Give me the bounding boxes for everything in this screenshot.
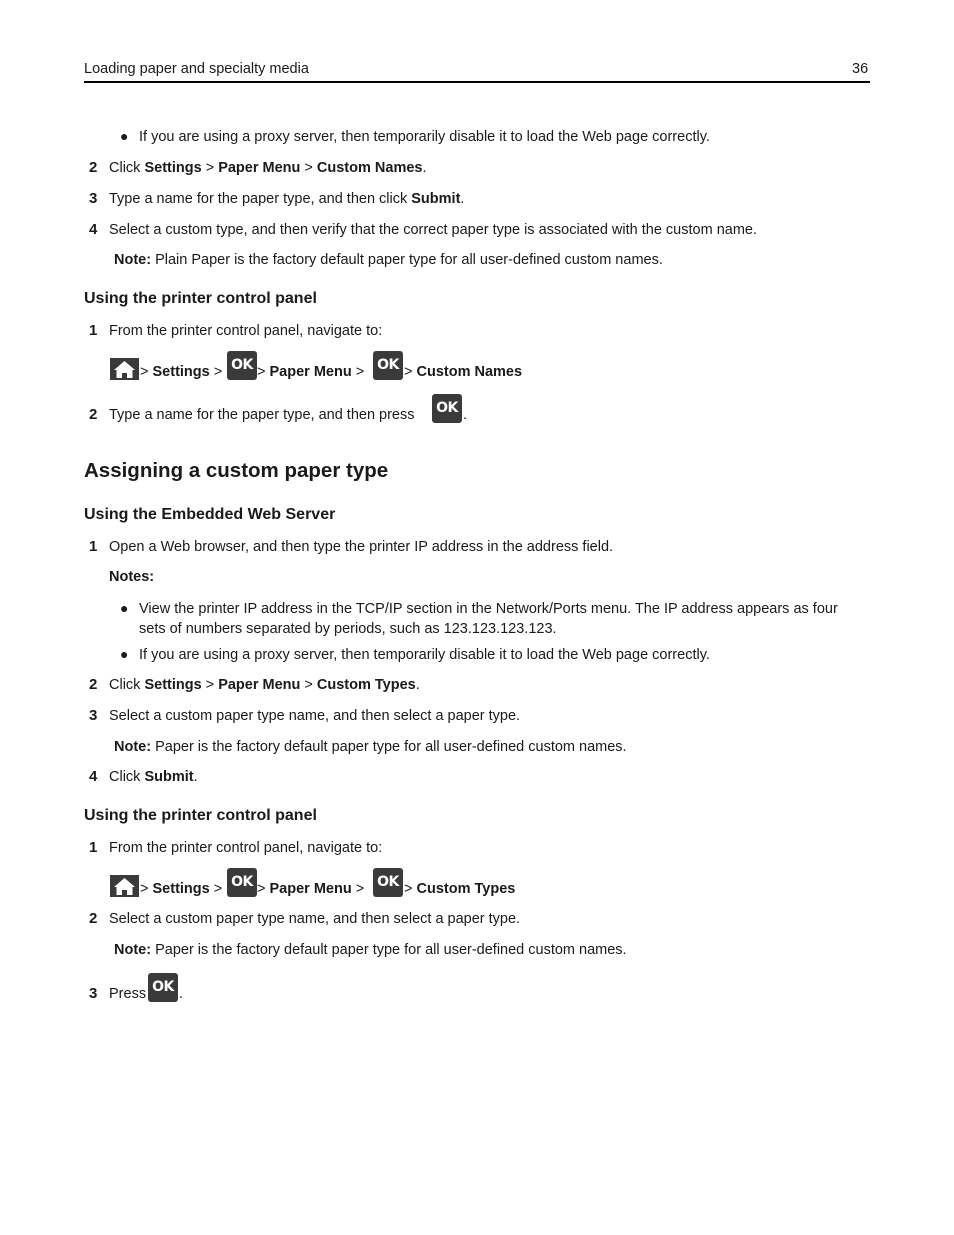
step-text: Select a custom type, and then verify that the correct paper type is associated with the custom name.: [109, 222, 757, 238]
nav-path-part: > Paper Menu >: [257, 364, 365, 380]
step-text: Type a name for the paper type, and then click Submit.: [109, 191, 465, 207]
step-text: Click Submit.: [109, 769, 198, 785]
step-text: Type a name for the paper type, and then press: [109, 407, 415, 423]
notes-label: Notes:: [109, 569, 155, 585]
step-number: 3: [89, 985, 98, 1002]
step-number: 2: [89, 406, 98, 423]
step-text: Select a custom paper type name, and then select a paper type.: [109, 911, 521, 927]
ok-button-icon: OK: [432, 394, 462, 423]
ok-button-icon: OK: [373, 351, 403, 380]
nav-path-part: > Settings >: [140, 881, 223, 897]
running-header-title: Loading paper and specialty media: [84, 61, 309, 77]
bullet-dot: ●: [120, 128, 129, 144]
step-number: 1: [89, 538, 98, 555]
step-text: Open a Web browser, and then type the printer IP address in the address field.: [109, 539, 614, 555]
step-text: Click Settings > Paper Menu > Custom Types.: [109, 677, 420, 693]
note: Note: Paper is the factory default paper type for all user-defined custom names.: [114, 942, 627, 958]
step-text-end: .: [179, 986, 184, 1002]
ok-button-icon: OK: [227, 351, 257, 380]
step-number: 1: [89, 839, 98, 856]
step-text: Click Settings > Paper Menu > Custom Names.: [109, 160, 427, 176]
bullet-proxy-text: If you are using a proxy server, then temporarily disable it to load the Web page correctly.: [139, 129, 710, 145]
step-text-end: .: [463, 407, 468, 423]
step-number: 4: [89, 768, 98, 785]
bullet-ip-text: View the printer IP address in the TCP/IP section in the Network/Ports menu. The IP address appears as four sets of numbers separated by periods, such as 123.123.123.123.: [139, 601, 838, 637]
step-number: 3: [89, 190, 98, 207]
section-title: Assigning a custom paper type: [84, 459, 389, 482]
nav-path-part: > Custom Names: [404, 364, 523, 380]
ok-button-icon: OK: [227, 868, 257, 897]
step-number: 2: [89, 910, 98, 927]
home-icon: [110, 875, 139, 897]
page-number: 36: [852, 61, 869, 77]
subheading: Using the printer control panel: [84, 807, 317, 824]
step-text: From the printer control panel, navigate to:: [109, 323, 383, 339]
home-icon: [110, 358, 139, 380]
subheading: Using the Embedded Web Server: [84, 506, 336, 523]
step-number: 1: [89, 322, 98, 339]
nav-path-part: > Custom Types: [404, 881, 516, 897]
note: Note: Plain Paper is the factory default paper type for all user-defined custom names.: [114, 252, 663, 268]
step-number: 3: [89, 707, 98, 724]
bullet-proxy-text: If you are using a proxy server, then temporarily disable it to load the Web page correctly.: [139, 647, 710, 663]
step-number: 2: [89, 676, 98, 693]
step-number: 4: [89, 221, 98, 238]
note: Note: Paper is the factory default paper type for all user-defined custom names.: [114, 739, 627, 755]
step-number: 2: [89, 159, 98, 176]
step-text: From the printer control panel, navigate to:: [109, 840, 383, 856]
bullet-dot: ●: [120, 600, 129, 616]
step-text: Select a custom paper type name, and then select a paper type.: [109, 708, 521, 724]
nav-path-part: > Paper Menu >: [257, 881, 365, 897]
bullet-dot: ●: [120, 646, 129, 662]
ok-button-icon: OK: [148, 973, 178, 1002]
subheading: Using the printer control panel: [84, 290, 317, 307]
nav-path-part: > Settings >: [140, 364, 223, 380]
step-text: Press: [109, 986, 147, 1002]
header-rule: [84, 81, 870, 83]
ok-button-icon: OK: [373, 868, 403, 897]
